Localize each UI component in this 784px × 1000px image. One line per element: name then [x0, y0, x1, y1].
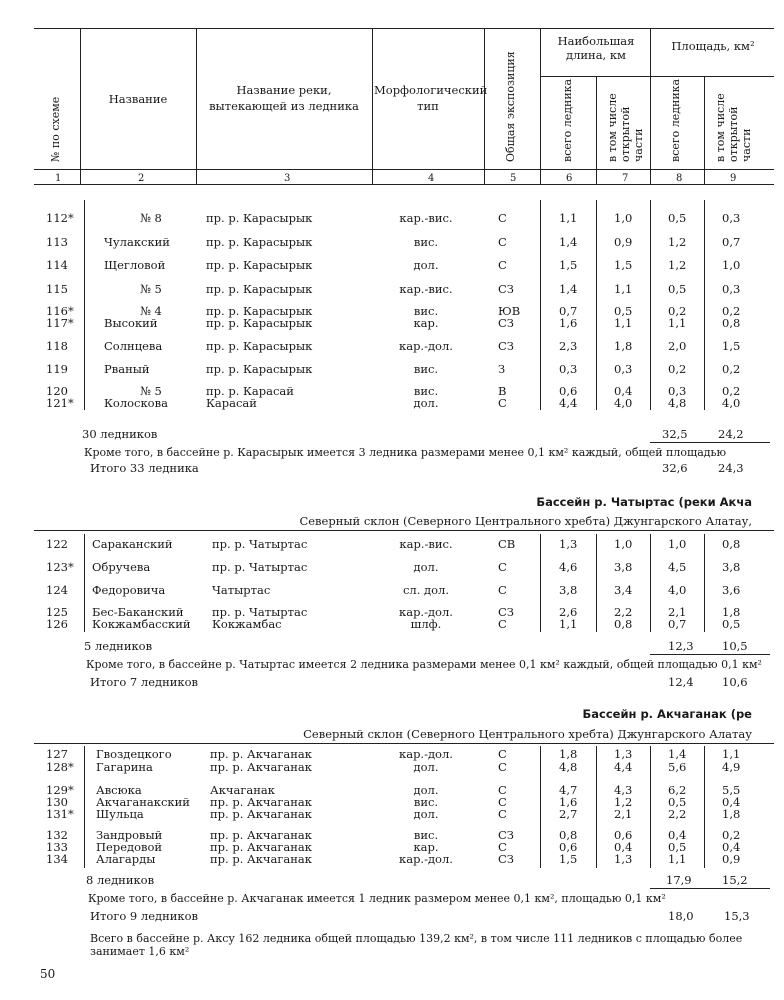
- glacier-name: Чулакский: [104, 235, 170, 249]
- header-col-exposition: Общая экспозиция: [504, 51, 517, 162]
- length-open: 2,1: [614, 807, 633, 821]
- header-col-area-total: всего ледника: [669, 78, 682, 162]
- row-number: 120: [46, 384, 68, 398]
- row-number: 123*: [46, 560, 74, 574]
- row-number: 115: [46, 282, 68, 296]
- morph-type: дол.: [413, 783, 439, 797]
- morph-type: дол.: [413, 760, 439, 774]
- river-name: пр. р. Карасырык: [206, 258, 313, 272]
- length-open: 1,3: [614, 747, 633, 761]
- glacier-name: № 5: [140, 282, 162, 296]
- river-name: пр. р. Карасырык: [206, 235, 313, 249]
- summary-total: Итого 9 ледников: [90, 909, 198, 923]
- morph-type: сл. дол.: [402, 583, 450, 597]
- column-rule: [84, 746, 85, 868]
- glacier-name: Колоскова: [104, 396, 168, 410]
- length-total: 4,4: [559, 396, 578, 410]
- column-rule: [596, 534, 597, 632]
- river-name: пр. р. Карасай: [206, 384, 294, 398]
- morph-type: дол.: [413, 560, 439, 574]
- header-group-area: Площадь, км²: [671, 39, 755, 53]
- area-open: 0,4: [722, 840, 741, 854]
- river-name: пр. р. Акчаганак: [210, 795, 312, 809]
- area-total: 0,5: [668, 211, 687, 225]
- exposition: СЗ: [498, 852, 514, 866]
- area-total: 0,7: [668, 617, 687, 631]
- river-name: пр. р. Карасырык: [206, 362, 313, 376]
- river-name: пр. р. Чатыртас: [212, 605, 308, 619]
- area-open: 0,2: [722, 384, 741, 398]
- glacier-name: № 8: [140, 211, 162, 225]
- glacier-name: Солнцева: [104, 339, 163, 353]
- exposition: В: [498, 384, 507, 398]
- length-total: 2,3: [559, 339, 578, 353]
- header-divider: [484, 28, 485, 184]
- area-open: 1,8: [722, 807, 741, 821]
- column-rule: [704, 746, 705, 868]
- row-number: 112*: [46, 211, 74, 225]
- header-divider: [704, 76, 705, 184]
- area-total: 1,4: [668, 747, 687, 761]
- row-number: 125: [46, 605, 68, 619]
- header-col-length-total: всего ледника: [561, 78, 574, 162]
- area-total: 0,5: [668, 282, 687, 296]
- length-total: 1,1: [559, 211, 578, 225]
- summary-area-total: 12,3: [668, 639, 694, 653]
- area-open: 0,9: [722, 852, 741, 866]
- area-total: 6,2: [668, 783, 687, 797]
- exposition: С: [498, 583, 507, 597]
- glacier-name: Щегловой: [104, 258, 166, 272]
- page-number: 50: [40, 967, 56, 981]
- column-rule: [650, 534, 651, 632]
- exposition: С: [498, 807, 507, 821]
- column-rule: [704, 200, 705, 410]
- row-number: 131*: [46, 807, 74, 821]
- header-divider: [650, 28, 651, 184]
- morph-type: вис.: [413, 235, 439, 249]
- column-rule: [596, 746, 597, 868]
- exposition: С: [498, 747, 507, 761]
- row-number: 133: [46, 840, 68, 854]
- glacier-name: Рваный: [104, 362, 150, 376]
- area-open: 5,5: [722, 783, 741, 797]
- row-number: 117*: [46, 316, 74, 330]
- summary-count: 30 ледников: [82, 427, 158, 441]
- exposition: СЗ: [498, 339, 514, 353]
- glacier-name: Бес-Баканский: [92, 605, 184, 619]
- summary-total-area: 32,6: [662, 461, 688, 475]
- column-rule: [540, 746, 541, 868]
- length-open: 0,4: [614, 840, 633, 854]
- morph-type: дол.: [413, 807, 439, 821]
- column-number: 8: [676, 173, 683, 184]
- glacier-name: № 5: [140, 384, 162, 398]
- area-open: 0,4: [722, 795, 741, 809]
- column-number: 9: [730, 173, 737, 184]
- exposition: С: [498, 560, 507, 574]
- morph-type: вис.: [413, 384, 439, 398]
- morph-type: вис.: [413, 828, 439, 842]
- length-total: 4,7: [559, 783, 578, 797]
- exposition: СВ: [498, 537, 516, 551]
- area-open: 1,5: [722, 339, 741, 353]
- area-open: 0,2: [722, 362, 741, 376]
- area-total: 0,2: [668, 304, 687, 318]
- summary-rule: [650, 442, 770, 443]
- section-title: Бассейн р. Чатыртас (реки Акча: [536, 495, 752, 509]
- summary-count: 8 ледников: [86, 873, 155, 887]
- morph-type: кар.-дол.: [399, 605, 453, 619]
- header-bottom-rule: [34, 169, 774, 170]
- length-open: 1,3: [614, 852, 633, 866]
- area-total: 1,1: [668, 316, 687, 330]
- river-name: Кокжамбас: [212, 617, 282, 631]
- glacier-name: Кокжамбасский: [92, 617, 191, 631]
- header-top-rule: [34, 28, 774, 29]
- column-number: 5: [510, 173, 517, 184]
- column-number: 7: [622, 173, 629, 184]
- exposition: СЗ: [498, 316, 514, 330]
- river-name: пр. р. Акчаганак: [210, 807, 312, 821]
- length-open: 1,1: [614, 316, 633, 330]
- length-open: 2,2: [614, 605, 633, 619]
- header-group-length: Наибольшая длина, км: [557, 34, 635, 62]
- summary-note: Кроме того, в бассейне р. Акчаганак имеется 1 ледник размером менее 0,1 км², площадью 0,1 км²: [88, 892, 666, 905]
- river-name: пр. р. Карасырык: [206, 304, 313, 318]
- morph-type: кар.-дол.: [399, 747, 453, 761]
- length-total: 1,3: [559, 537, 578, 551]
- length-total: 0,8: [559, 828, 578, 842]
- morph-type: кар.-вис.: [399, 537, 453, 551]
- river-name: пр. р. Карасырык: [206, 339, 313, 353]
- river-name: пр. р. Акчаганак: [210, 828, 312, 842]
- length-total: 0,7: [559, 304, 578, 318]
- header-col-river: Название реки, вытекающей из ледника: [209, 83, 359, 113]
- river-name: пр. р. Карасырык: [206, 282, 313, 296]
- river-name: пр. р. Карасырык: [206, 211, 313, 225]
- column-number: 2: [138, 173, 145, 184]
- length-total: 0,6: [559, 840, 578, 854]
- summary-total-open: 15,3: [724, 909, 750, 923]
- area-open: 0,3: [722, 211, 741, 225]
- river-name: пр. р. Чатыртас: [212, 537, 308, 551]
- area-open: 0,8: [722, 537, 741, 551]
- exposition: С: [498, 235, 507, 249]
- summary-rule: [650, 654, 770, 655]
- summary-note: Кроме того, в бассейне р. Карасырык имеется 3 ледника размерами менее 0,1 км² каждый, общей площадью: [84, 446, 727, 459]
- column-rule: [704, 534, 705, 632]
- summary-area-total: 17,9: [666, 873, 692, 887]
- section-title: Бассейн р. Акчаганак (ре: [582, 707, 752, 721]
- morph-type: вис.: [413, 304, 439, 318]
- length-open: 3,8: [614, 560, 633, 574]
- river-name: Акчаганак: [210, 783, 275, 797]
- length-open: 1,0: [614, 537, 633, 551]
- glacier-name: Обручева: [92, 560, 151, 574]
- area-total: 0,3: [668, 384, 687, 398]
- length-open: 0,5: [614, 304, 633, 318]
- column-rule: [596, 200, 597, 410]
- glacier-name: Федоровича: [92, 583, 166, 597]
- summary-total-area: 12,4: [668, 675, 694, 689]
- morph-type: вис.: [413, 362, 439, 376]
- area-total: 1,2: [668, 258, 687, 272]
- column-number: 1: [55, 173, 62, 184]
- morph-type: кар.-вис.: [399, 282, 453, 296]
- row-number: 129*: [46, 783, 74, 797]
- row-number: 113: [46, 235, 68, 249]
- glacier-name: Шульца: [96, 807, 144, 821]
- length-open: 0,9: [614, 235, 633, 249]
- row-number: 132: [46, 828, 68, 842]
- length-open: 1,5: [614, 258, 633, 272]
- row-number: 121*: [46, 396, 74, 410]
- length-total: 4,6: [559, 560, 578, 574]
- header-divider: [196, 28, 197, 184]
- header-col-length-open: в том числе открытой части: [606, 93, 645, 162]
- length-open: 4,0: [614, 396, 633, 410]
- header-col-number: № по схеме: [49, 96, 62, 162]
- row-number: 124: [46, 583, 68, 597]
- morph-type: дол.: [413, 258, 439, 272]
- footer-total-line-2: занимает 1,6 км²: [90, 945, 190, 958]
- length-open: 0,3: [614, 362, 633, 376]
- column-rule: [84, 534, 85, 632]
- length-open: 0,8: [614, 617, 633, 631]
- length-open: 1,8: [614, 339, 633, 353]
- summary-total-open: 10,6: [722, 675, 748, 689]
- length-open: 3,4: [614, 583, 633, 597]
- river-name: пр. р. Акчаганак: [210, 760, 312, 774]
- header-divider: [372, 28, 373, 184]
- length-total: 1,4: [559, 282, 578, 296]
- area-total: 4,8: [668, 396, 687, 410]
- exposition: З: [498, 362, 506, 376]
- morph-type: кар.: [413, 316, 439, 330]
- area-total: 0,5: [668, 840, 687, 854]
- length-open: 0,6: [614, 828, 633, 842]
- morph-type: дол.: [413, 396, 439, 410]
- area-open: 3,6: [722, 583, 741, 597]
- exposition: С: [498, 783, 507, 797]
- morph-type: шлф.: [410, 617, 442, 631]
- section-rule: [34, 743, 774, 744]
- footer-total-line: Всего в бассейне р. Аксу 162 ледника общей площадью 139,2 км², в том числе 111 ледников с площадью более: [90, 932, 743, 945]
- morph-type: вис.: [413, 795, 439, 809]
- row-number: 128*: [46, 760, 74, 774]
- area-open: 4,0: [722, 396, 741, 410]
- header-numbers-rule: [34, 184, 774, 185]
- length-total: 0,6: [559, 384, 578, 398]
- area-total: 5,6: [668, 760, 687, 774]
- area-open: 0,2: [722, 304, 741, 318]
- length-open: 1,0: [614, 211, 633, 225]
- length-open: 1,2: [614, 795, 633, 809]
- section-subtitle: Северный склон (Северного Центрального хребта) Джунгарского Алатау,: [299, 514, 752, 528]
- length-total: 3,8: [559, 583, 578, 597]
- area-open: 0,8: [722, 316, 741, 330]
- area-total: 4,0: [668, 583, 687, 597]
- exposition: С: [498, 396, 507, 410]
- area-open: 0,5: [722, 617, 741, 631]
- column-rule: [540, 200, 541, 410]
- column-number: 6: [566, 173, 573, 184]
- area-open: 3,8: [722, 560, 741, 574]
- morph-type: кар.-вис.: [399, 211, 453, 225]
- area-open: 1,8: [722, 605, 741, 619]
- header-col-type: Морфологический тип: [374, 83, 488, 113]
- area-total: 2,1: [668, 605, 687, 619]
- row-number: 118: [46, 339, 68, 353]
- header-divider: [540, 28, 541, 184]
- area-total: 0,5: [668, 795, 687, 809]
- area-total: 0,2: [668, 362, 687, 376]
- length-total: 1,6: [559, 316, 578, 330]
- length-open: 0,4: [614, 384, 633, 398]
- exposition: С: [498, 211, 507, 225]
- summary-total-open: 24,3: [718, 461, 744, 475]
- exposition: С: [498, 258, 507, 272]
- summary-count: 5 ледников: [84, 639, 153, 653]
- area-total: 0,4: [668, 828, 687, 842]
- column-rule: [650, 746, 651, 868]
- glacier-name: Гагарина: [96, 760, 153, 774]
- river-name: Чатыртас: [212, 583, 271, 597]
- length-total: 2,6: [559, 605, 578, 619]
- summary-area-open: 24,2: [718, 427, 744, 441]
- glacier-name: Высокий: [104, 316, 158, 330]
- length-open: 1,1: [614, 282, 633, 296]
- area-total: 1,0: [668, 537, 687, 551]
- exposition: СЗ: [498, 282, 514, 296]
- area-open: 0,7: [722, 235, 741, 249]
- summary-total-area: 18,0: [668, 909, 694, 923]
- summary-total: Итого 7 ледников: [90, 675, 198, 689]
- row-number: 116*: [46, 304, 74, 318]
- header-col-area-open: в том числе открытой части: [714, 93, 753, 162]
- glacier-name: Передовой: [96, 840, 163, 854]
- row-number: 114: [46, 258, 68, 272]
- column-rule: [84, 200, 85, 410]
- area-total: 4,5: [668, 560, 687, 574]
- length-total: 1,4: [559, 235, 578, 249]
- column-rule: [540, 534, 541, 632]
- column-number: 3: [284, 173, 291, 184]
- area-total: 2,0: [668, 339, 687, 353]
- area-total: 1,2: [668, 235, 687, 249]
- length-total: 0,3: [559, 362, 578, 376]
- exposition: С: [498, 795, 507, 809]
- header-col-name: Название: [108, 92, 168, 106]
- column-number: 4: [428, 173, 435, 184]
- glacier-name: Гвоздецкого: [96, 747, 172, 761]
- area-open: 1,0: [722, 258, 741, 272]
- exposition: ЮВ: [498, 304, 521, 318]
- exposition: СЗ: [498, 828, 514, 842]
- river-name: пр. р. Акчаганак: [210, 747, 312, 761]
- river-name: пр. р. Чатыртас: [212, 560, 308, 574]
- length-total: 1,1: [559, 617, 578, 631]
- area-total: 2,2: [668, 807, 687, 821]
- row-number: 130: [46, 795, 68, 809]
- summary-area-open: 15,2: [722, 873, 748, 887]
- summary-area-open: 10,5: [722, 639, 748, 653]
- header-divider: [80, 28, 81, 184]
- exposition: СЗ: [498, 605, 514, 619]
- length-total: 4,8: [559, 760, 578, 774]
- area-open: 1,1: [722, 747, 741, 761]
- river-name: пр. р. Акчаганак: [210, 852, 312, 866]
- morph-type: кар.: [413, 840, 439, 854]
- exposition: С: [498, 840, 507, 854]
- exposition: С: [498, 617, 507, 631]
- morph-type: кар.-дол.: [399, 339, 453, 353]
- row-number: 126: [46, 617, 68, 631]
- row-number: 127: [46, 747, 68, 761]
- row-number: 119: [46, 362, 68, 376]
- header-divider: [596, 76, 597, 184]
- area-open: 0,3: [722, 282, 741, 296]
- length-total: 1,6: [559, 795, 578, 809]
- summary-total: Итого 33 ледника: [90, 461, 199, 475]
- summary-area-total: 32,5: [662, 427, 688, 441]
- length-total: 1,5: [559, 258, 578, 272]
- river-name: Карасай: [206, 396, 257, 410]
- river-name: пр. р. Карасырык: [206, 316, 313, 330]
- glacier-name: Зандровый: [96, 828, 163, 842]
- length-open: 4,4: [614, 760, 633, 774]
- length-total: 1,5: [559, 852, 578, 866]
- morph-type: кар.-дол.: [399, 852, 453, 866]
- glacier-name: № 4: [140, 304, 162, 318]
- exposition: С: [498, 760, 507, 774]
- glacier-name: Сараканский: [92, 537, 173, 551]
- area-total: 1,1: [668, 852, 687, 866]
- river-name: пр. р. Акчаганак: [210, 840, 312, 854]
- glacier-name: Авсюка: [96, 783, 142, 797]
- column-rule: [650, 200, 651, 410]
- summary-note: Кроме того, в бассейне р. Чатыртас имеется 2 ледника размерами менее 0,1 км² каждый, общей площадью 0,1 км²: [86, 658, 762, 671]
- length-total: 1,8: [559, 747, 578, 761]
- length-open: 4,3: [614, 783, 633, 797]
- glacier-name: Акчаганакский: [96, 795, 190, 809]
- summary-rule: [650, 888, 770, 889]
- area-open: 4,9: [722, 760, 741, 774]
- section-rule: [34, 530, 774, 531]
- row-number: 122: [46, 537, 68, 551]
- section-subtitle: Северный склон (Северного Центрального хребта) Джунгарского Алатау: [303, 727, 752, 741]
- row-number: 134: [46, 852, 68, 866]
- area-open: 0,2: [722, 828, 741, 842]
- glacier-name: Алагарды: [96, 852, 156, 866]
- length-total: 2,7: [559, 807, 578, 821]
